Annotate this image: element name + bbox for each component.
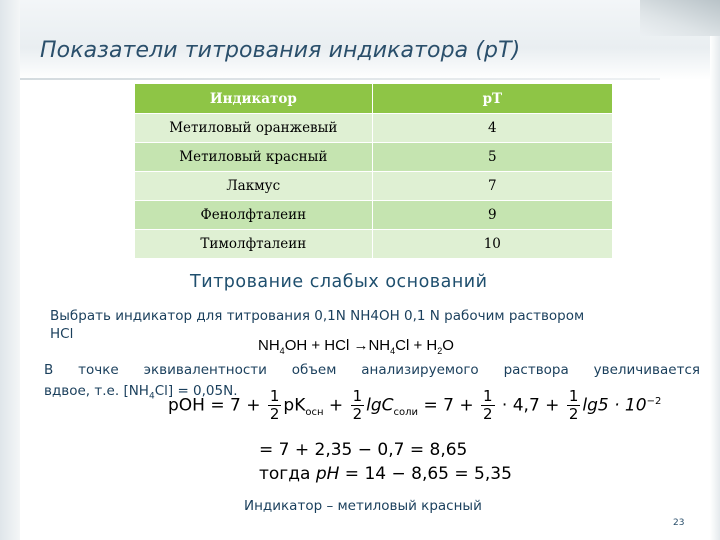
reaction-subscript: 4 <box>279 346 285 356</box>
reaction-subscript: 2 <box>437 346 443 356</box>
section-subtitle: Титрование слабых оснований <box>190 272 488 292</box>
pt-cell: 5 <box>372 143 612 172</box>
fraction-denominator: 2 <box>352 405 363 423</box>
indicator-table <box>134 83 613 259</box>
fraction-one-half <box>268 388 282 423</box>
formula-subscript: соли <box>393 406 419 418</box>
task-text-line1: Выбрать индикатор для титрования 0,1N NH4OH 0,1 N рабочим раствором <box>50 308 585 324</box>
title-divider <box>20 78 660 80</box>
pt-cell: 9 <box>372 201 612 230</box>
fraction-numerator: 1 <box>352 387 363 405</box>
formula-part: = 7 + <box>418 395 479 416</box>
fraction-denominator: 2 <box>269 405 280 423</box>
equivalence-text-part: Cl] = 0,05N. <box>154 383 238 399</box>
formula-part: pK <box>283 395 306 416</box>
column-header-indicator: Индикатор <box>135 84 373 114</box>
table-row <box>135 114 613 143</box>
reaction-part: Cl + H <box>395 337 438 354</box>
pt-cell: 4 <box>372 114 612 143</box>
decorative-left-band <box>0 0 20 540</box>
equivalence-text-part: вдвое, т.е. [NH <box>44 383 149 399</box>
pt-cell: 7 <box>372 172 612 201</box>
poh-formula <box>168 388 661 423</box>
indicator-cell: Лакмус <box>135 172 373 201</box>
task-text-line2: HCl <box>50 326 74 342</box>
fraction-one-half <box>481 388 495 423</box>
slide-title: Показатели титрования индикатора (pT) <box>40 38 521 63</box>
fraction-numerator: 1 <box>269 387 280 405</box>
table-row <box>135 172 613 201</box>
ph-result-formula <box>259 464 512 484</box>
reaction-equation <box>258 337 454 356</box>
formula-exponent: −2 <box>646 395 662 407</box>
indicator-cell: Метиловый оранжевый <box>135 114 373 143</box>
table-header-row <box>135 84 613 114</box>
page-number: 23 <box>673 518 685 528</box>
formula-part: pH <box>315 464 340 484</box>
formula-part: · 4,7 + <box>496 395 565 416</box>
fraction-one-half <box>567 388 581 423</box>
table-row <box>135 230 613 259</box>
decorative-right-band <box>710 0 720 540</box>
reaction-part: O <box>442 337 454 354</box>
poh-result-formula: = 7 + 2,35 − 0,7 = 8,65 <box>259 440 468 460</box>
fraction-numerator: 1 <box>568 387 579 405</box>
reaction-part: OH + HCl →NH <box>284 337 391 354</box>
fraction-numerator: 1 <box>482 387 493 405</box>
equivalence-text-line1: В точке эквивалентности объем анализируемого раствора увеличивается <box>44 362 700 378</box>
formula-part: lgC <box>366 395 394 416</box>
fraction-one-half <box>351 388 365 423</box>
reaction-subscript: 4 <box>390 346 396 356</box>
reaction-part: NH <box>258 337 280 354</box>
column-header-pt: pT <box>372 84 612 114</box>
fraction-denominator: 2 <box>568 405 579 423</box>
answer-text: Индикатор – метиловый красный <box>244 498 482 514</box>
formula-subscript: осн <box>305 406 324 418</box>
table-row <box>135 201 613 230</box>
indicator-cell: Тимолфталеин <box>135 230 373 259</box>
formula-part: lg5 · 10 <box>582 395 647 416</box>
formula-part: pOH = 7 + <box>168 395 266 416</box>
pt-cell: 10 <box>372 230 612 259</box>
decorative-corner <box>640 0 720 36</box>
indicator-cell: Метиловый красный <box>135 143 373 172</box>
fraction-denominator: 2 <box>482 405 493 423</box>
formula-part: + <box>323 395 349 416</box>
equivalence-subscript: 4 <box>148 391 155 402</box>
formula-part: = 14 − 8,65 = 5,35 <box>339 464 512 484</box>
indicator-cell: Фенолфталеин <box>135 201 373 230</box>
formula-part: тогда <box>259 464 316 484</box>
table-row <box>135 143 613 172</box>
